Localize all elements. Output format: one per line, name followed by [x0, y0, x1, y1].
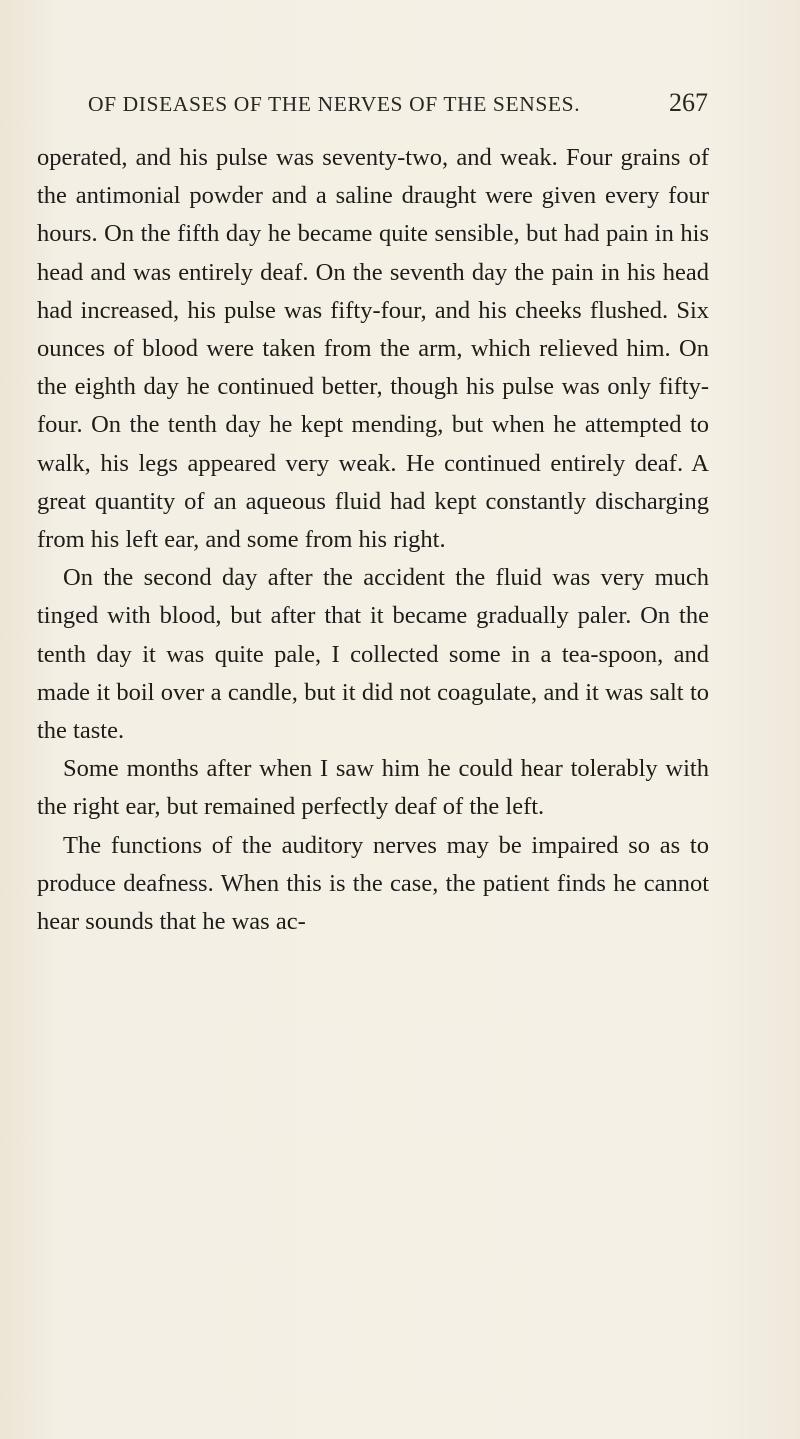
paragraph: Some months after when I saw him he could hear tolerably with the right ear, but remained perfectly deaf of the left.: [37, 755, 709, 821]
running-head: [88, 88, 708, 117]
page-number: 267: [669, 88, 708, 117]
paragraph: On the second day after the accident the fluid was very much tinged with blood, but after that it became gradually paler. On the tenth day it was quite pale, I collected some in a tea-spoon, and made it boil over a candle, but it did not coagulate, and it was salt to the taste.: [37, 564, 709, 745]
running-title: OF DISEASES OF THE NERVES OF THE SENSES.: [88, 92, 581, 116]
paragraph: The functions of the auditory nerves may be impaired so as to produce deafness. When this is the case, the patient finds he cannot hear sounds that he was ac-: [37, 831, 709, 936]
paragraph: operated, and his pulse was seventy-two, and weak. Four grains of the antimonial powder and a saline draught were given every four hours. On the fifth day he became quite sensible, but had pain in his head and was entirely deaf. On the seventh day the pain in his head had increased, his pulse was fifty-four, and his cheeks flushed. Six ounces of blood were taken from the arm, which relieved him. On the eighth day he continued better, though his pulse was only fifty-four. On the tenth day he kept mending, but when he attempted to walk, his legs appeared very weak. He continued entirely deaf. A great quantity of an aqueous fluid had kept constantly discharging from his left ear, and some from his right.: [37, 144, 709, 554]
body-text: [37, 139, 709, 941]
